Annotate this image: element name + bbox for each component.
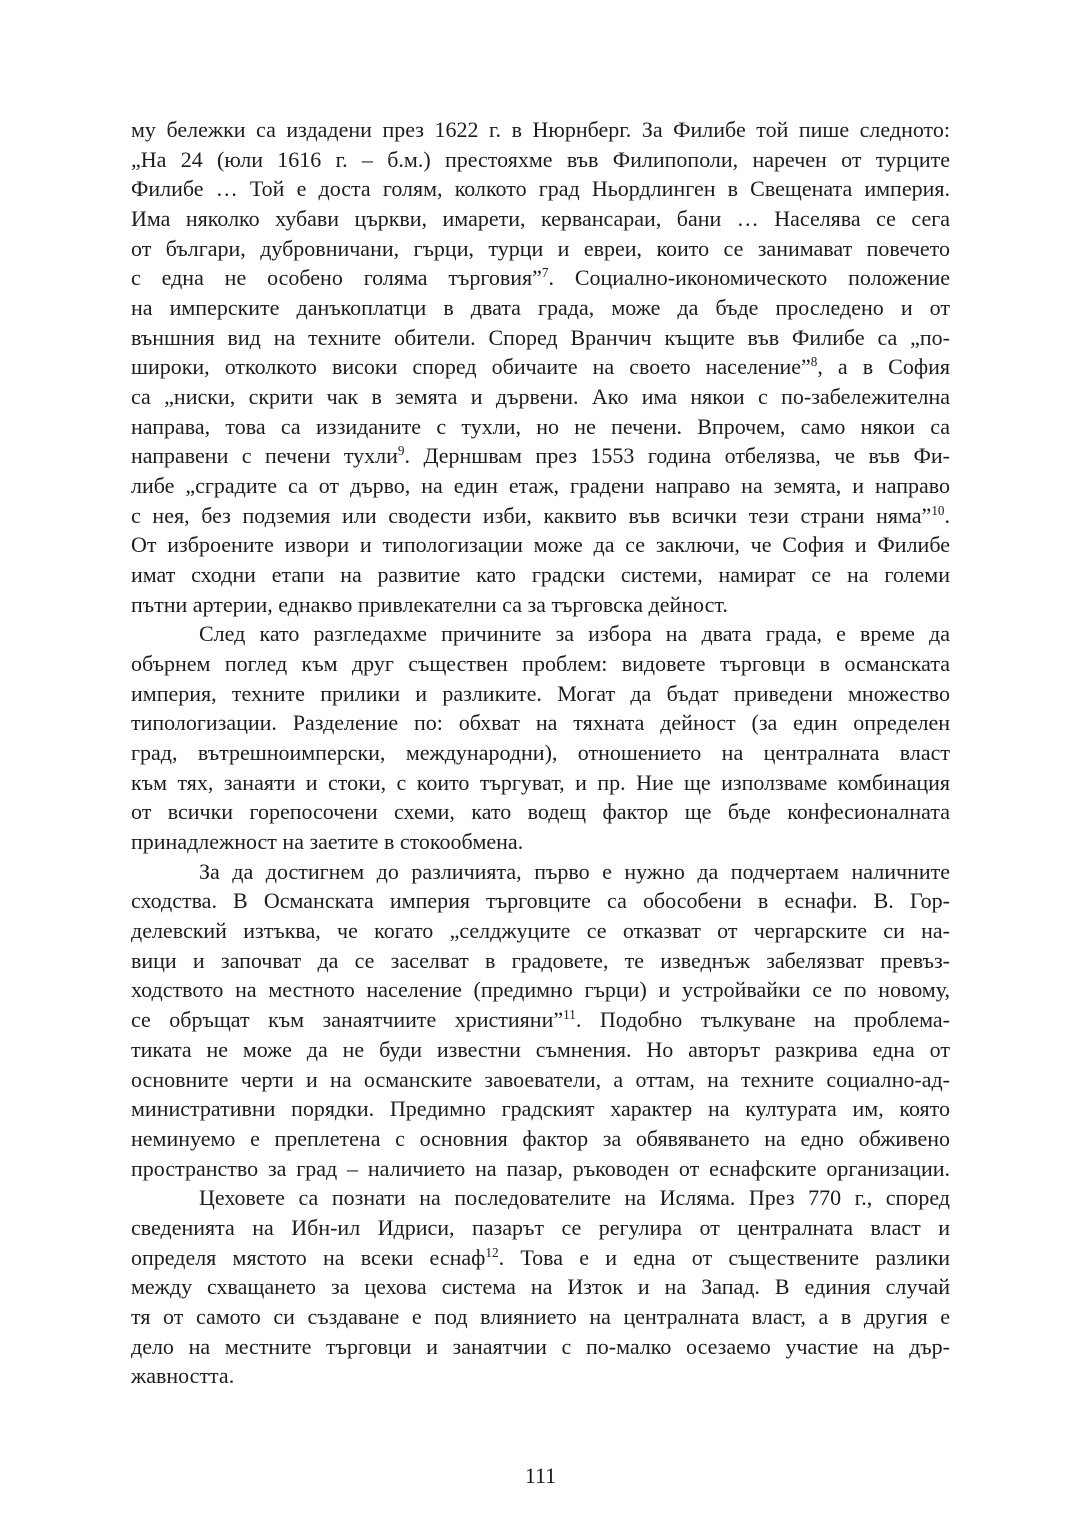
- text-line: [131, 649, 950, 679]
- text-line: [131, 857, 950, 887]
- text-run: Има няколко хубави църкви, имарети, кервансараи, бани … Населява се сега: [131, 206, 950, 232]
- text-body: [131, 115, 950, 1391]
- text-line: [131, 263, 950, 293]
- text-run: имат сходни етапи на развитие като градски системи, намират се на големи: [131, 562, 950, 588]
- text-line: [131, 293, 950, 323]
- text-line: [131, 145, 950, 175]
- text-run: град, вътрешноимперски, международни), отношението на централната власт: [131, 740, 950, 766]
- text-line: [131, 1361, 950, 1391]
- text-run: от всички горепосочени схеми, като водещ фактор ще бъде конфесионалната: [131, 799, 950, 825]
- text-line: [131, 174, 950, 204]
- text-run: За да достигнем до различията, първо е нужно да подчертаем наличните: [199, 858, 950, 884]
- text-run: . Социално-икономическото положение: [548, 265, 950, 291]
- text-run: на имперските данъкоплатци в двата града, може да бъде проследено и от: [131, 295, 950, 321]
- text-run: определя мястото на всеки еснаф: [131, 1244, 486, 1270]
- text-run: обърнем поглед към друг съществен проблем: видовете търговци в османската: [131, 651, 950, 677]
- text-line: [131, 679, 950, 709]
- text-run: либе „сградите са от дърво, на един етаж, градени направо на земята, и направо: [131, 473, 950, 499]
- footnote-ref: 9: [397, 443, 405, 459]
- text-line: [131, 471, 950, 501]
- text-run: широки, отколкото високи според обичаите на своето население”: [131, 354, 811, 380]
- text-line: [131, 619, 950, 649]
- text-run: се обръщат към занаятчиите християни”: [131, 1007, 564, 1033]
- paragraph: [131, 115, 950, 619]
- text-line: [131, 234, 950, 264]
- paragraph: [131, 857, 950, 1183]
- text-line: [131, 1094, 950, 1124]
- text-run: са „ниски, скрити чак в земята и дървени. Ако има някои с по-забележителна: [131, 384, 950, 410]
- text-run: вици и започват да се заселват в градовете, те изведнъж забелязват превъз-: [131, 947, 950, 973]
- footnote-ref: 8: [810, 354, 818, 370]
- text-run: делевский изтъква, че когато „селджуците се отказват от чергарските си на-: [131, 918, 950, 944]
- page-number: 111: [524, 1463, 557, 1488]
- text-run: тиката не може да не буди известни съмнения. Но авторът разкрива една от: [131, 1036, 950, 1062]
- text-run: империя, техните прилики и разликите. Могат да бъдат приведени множество: [131, 680, 950, 706]
- text-line: [131, 501, 950, 531]
- text-line: [131, 1154, 950, 1184]
- text-run: от българи, дубровничани, гърци, турци и евреи, които се занимават повечето: [131, 235, 950, 261]
- text-line: [131, 1302, 950, 1332]
- text-run: Филибе … Той е доста голям, колкото град Ньордлинген в Свещената империя.: [131, 176, 950, 202]
- text-run: тя от самото си създаване е под влиянието на централната власт, а в другия е: [131, 1303, 950, 1329]
- text-run: неминуемо е преплетена с основния фактор за обявяването на едно обживено: [131, 1125, 950, 1151]
- text-line: [131, 886, 950, 916]
- text-run: направени с печени тухли: [131, 443, 398, 469]
- text-run: пространство за град – наличието на пазар, ръководен от еснафските организации.: [131, 1155, 950, 1181]
- text-line: [131, 738, 950, 768]
- text-line: [131, 1183, 950, 1213]
- footnote-ref: 12: [485, 1244, 499, 1260]
- footnote-ref: 7: [541, 265, 549, 281]
- text-run: сведенията на Ибн-ил Идриси, пазарът се регулира от централната власт и: [131, 1214, 950, 1240]
- text-line: [131, 1243, 950, 1273]
- text-run: основните черти и на османските завоеватели, а оттам, на техните социално-ад-: [131, 1066, 950, 1092]
- text-line: [131, 946, 950, 976]
- text-line: [131, 412, 950, 442]
- text-line: [131, 708, 950, 738]
- text-line: [131, 827, 950, 857]
- text-run: , а в София: [817, 354, 950, 380]
- paragraph: [131, 619, 950, 856]
- text-run: ходството на местното население (предимно гърци) и устройвайки се по новому,: [131, 977, 950, 1003]
- text-run: външния вид на техните обители. Според Вранчич къщите във Филибе са „по-: [131, 324, 950, 350]
- text-line: [131, 323, 950, 353]
- text-run: към тях, занаяти и стоки, с които търгуват, и пр. Ние ще използваме комбинация: [131, 769, 950, 795]
- text-line: [131, 1124, 950, 1154]
- text-run: типологизации. Разделение по: обхват на тяхната дейност (за един определен: [131, 710, 950, 736]
- text-line: [131, 382, 950, 412]
- text-run: пътни артерии, еднакво привлекателни са за търговска дейност.: [131, 591, 728, 617]
- text-line: [131, 441, 950, 471]
- text-run: сходства. В Османската империя търговците са обособени в еснафи. В. Гор-: [131, 888, 950, 914]
- text-run: . Подобно тълкуване на проблема-: [575, 1007, 950, 1033]
- text-line: [131, 590, 950, 620]
- text-line: [131, 1035, 950, 1065]
- text-line: [131, 768, 950, 798]
- text-run: между схващането за цехова система на Изток и на Запад. В единия случай: [131, 1274, 950, 1300]
- text-run: „На 24 (юли 1616 г. – б.м.) престояхме във Филипополи, наречен от турците: [131, 146, 950, 172]
- text-run: От изброените извори и типологизации може да се заключи, че София и Филибе: [131, 532, 950, 558]
- text-line: [131, 975, 950, 1005]
- text-line: [131, 1272, 950, 1302]
- text-line: [131, 560, 950, 590]
- text-run: му бележки са издадени през 1622 г. в Нюрнберг. За Филибе той пише следното:: [131, 117, 950, 142]
- text-run: принадлежност на заетите в стокообмена.: [131, 829, 524, 855]
- text-run: Цеховете са познати на последователите на Исляма. През 770 г., според: [199, 1185, 950, 1211]
- text-run: .: [944, 502, 950, 528]
- text-run: След като разгледахме причините за избора на двата града, е време да: [199, 621, 950, 647]
- text-run: . Това е и една от съществените разлики: [498, 1244, 950, 1270]
- text-line: [131, 352, 950, 382]
- text-line: [131, 204, 950, 234]
- text-line: [131, 1213, 950, 1243]
- text-run: направа, това са иззиданите с тухли, но не печени. Впрочем, само някои са: [131, 413, 950, 439]
- text-line: [131, 1005, 950, 1035]
- text-line: [131, 115, 950, 145]
- text-run: с една не особено голяма търговия”: [131, 265, 542, 291]
- text-line: [131, 530, 950, 560]
- text-line: [131, 916, 950, 946]
- text-run: министративни порядки. Предимно градският характер на културата им, която: [131, 1096, 950, 1122]
- paragraph: [131, 1183, 950, 1391]
- footnote-ref: 11: [563, 1007, 576, 1023]
- text-line: [131, 797, 950, 827]
- text-line: [131, 1065, 950, 1095]
- text-run: дело на местните търговци и занаятчии с по-малко осезаемо участие на дър-: [131, 1333, 950, 1359]
- text-run: жавността.: [131, 1363, 235, 1389]
- text-run: . Дерншвам през 1553 година отбелязва, че във Фи-: [404, 443, 950, 469]
- text-line: [131, 1332, 950, 1362]
- footnote-ref: 10: [931, 502, 945, 518]
- text-run: с нея, без подземия или сводести изби, каквито във всички тези страни няма”: [131, 502, 932, 528]
